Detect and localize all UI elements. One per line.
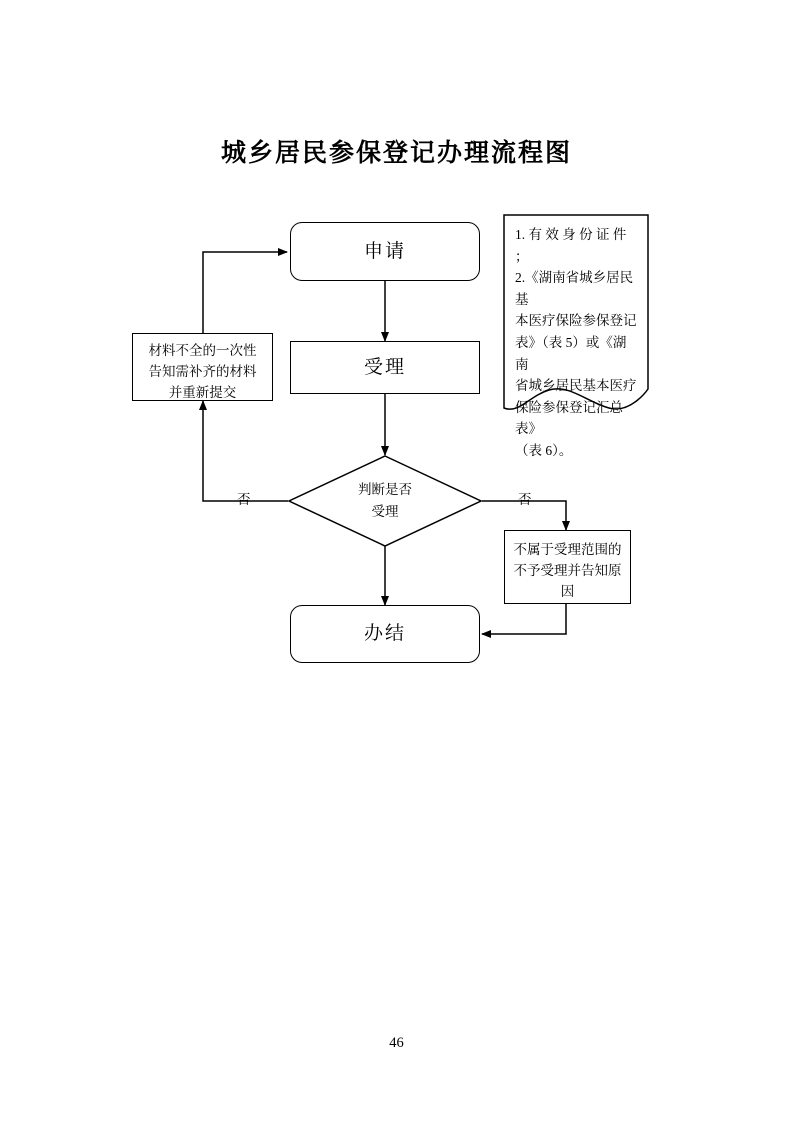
node-reject-line3: 因: [560, 583, 575, 599]
node-required-materials: [503, 214, 649, 458]
note-line1: 1. 有 效 身 份 证 件 ；: [515, 227, 627, 264]
node-apply-label: 申请: [363, 240, 406, 262]
node-reject-line2: 不予受理并告知原: [513, 562, 622, 578]
node-decide-label: [288, 455, 482, 547]
note-line7: （表 6）。: [515, 442, 573, 458]
edge-label-no-right: 否: [518, 492, 532, 507]
node-accept-label: 受理: [363, 356, 406, 378]
node-incomplete-line1: 材料不全的一次性: [148, 343, 257, 358]
node-incomplete-line2: 告知需补齐的材料: [148, 363, 257, 379]
edge-label-no-left: 否: [237, 492, 251, 507]
note-line5: 省城乡居民基本医疗: [515, 378, 637, 394]
node-finish: [290, 605, 480, 663]
page-title: 城乡居民参保登记办理流程图: [220, 139, 572, 167]
node-apply: [290, 222, 480, 281]
node-decide: [288, 455, 482, 547]
node-incomplete-materials: [132, 333, 273, 401]
note-line4: 表》（表 5）或《湖南: [515, 334, 627, 372]
node-reject: [504, 530, 631, 604]
page-number: 46: [389, 1035, 404, 1051]
node-finish-label: 办结: [363, 623, 406, 645]
note-line3: 本医疗保险参保登记: [515, 313, 637, 329]
note-line6: 保险参保登记汇总表》: [515, 399, 623, 437]
node-reject-line1: 不属于受理范围的: [513, 542, 622, 557]
node-accept: [290, 341, 480, 394]
note-line2: 2.《湖南省城乡居民基: [515, 270, 634, 307]
node-incomplete-line3: 并重新提交: [168, 384, 237, 400]
node-decide-line2: 受理: [371, 504, 399, 519]
node-decide-line1: 判断是否: [358, 482, 412, 498]
